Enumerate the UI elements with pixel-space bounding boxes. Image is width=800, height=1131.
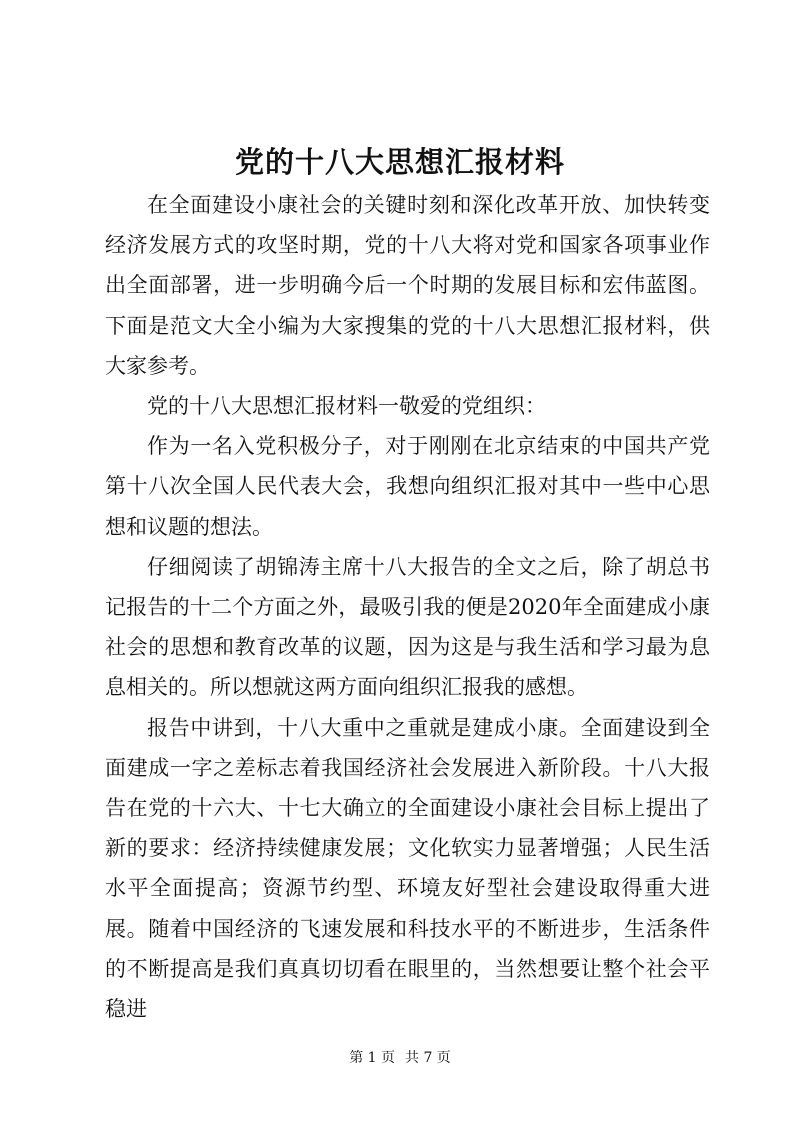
paragraph-4: 报告中讲到，十八大重中之重就是建成小康。全面建设到全面建成一字之差标志着我国经济社会发展进入新阶段。十八大报告在党的十六大、十七大确立的全面建设小康社会目标上提出了新的要求：经济持续健康发展；文化软实力显著增强；人民生活水平全面提高；资源节约型、环境友好型社会建设取得重大进展。随着中国经济的飞速发展和科技水平的不断进步，生活条件的不断提高是我们真真切切看在眼里的，当然想要让整个社会平稳进 — [105, 715, 710, 1022]
page-total: 共 7 页 — [405, 1050, 451, 1066]
page-number: 第 1 页 — [349, 1050, 395, 1066]
paragraph-salutation: 党的十八大思想汇报材料一敬爱的党组织： — [147, 394, 546, 419]
paragraph-2: 作为一名入党积极分子，对于刚刚在北京结束的中国共产党第十八次全国人民代表大会，我想向组织汇报对其中一些中心思想和议题的想法。 — [105, 434, 710, 539]
paragraph-intro: 在全面建设小康社会的关键时刻和深化改革开放、加快转变经济发展方式的攻坚时期，党的十八大将对党和国家各项事业作出全面部署，进一步明确今后一个时期的发展目标和宏伟蓝图。下面是范文大全小编为大家搜集的党的十八大思想汇报材料，供大家参考。 — [105, 193, 710, 378]
document-title: 党的十八大思想汇报材料 — [234, 145, 565, 179]
document-body — [105, 185, 710, 1029]
page-footer — [0, 1048, 800, 1068]
paragraph-3: 仔细阅读了胡锦涛主席十八大报告的全文之后，除了胡总书记报告的十二个方面之外，最吸引我的便是2020年全面建成小康社会的思想和教育改革的议题，因为这是与我生活和学习最为息息相关的。所以想就这两方面向组织汇报我的感想。 — [105, 554, 710, 700]
